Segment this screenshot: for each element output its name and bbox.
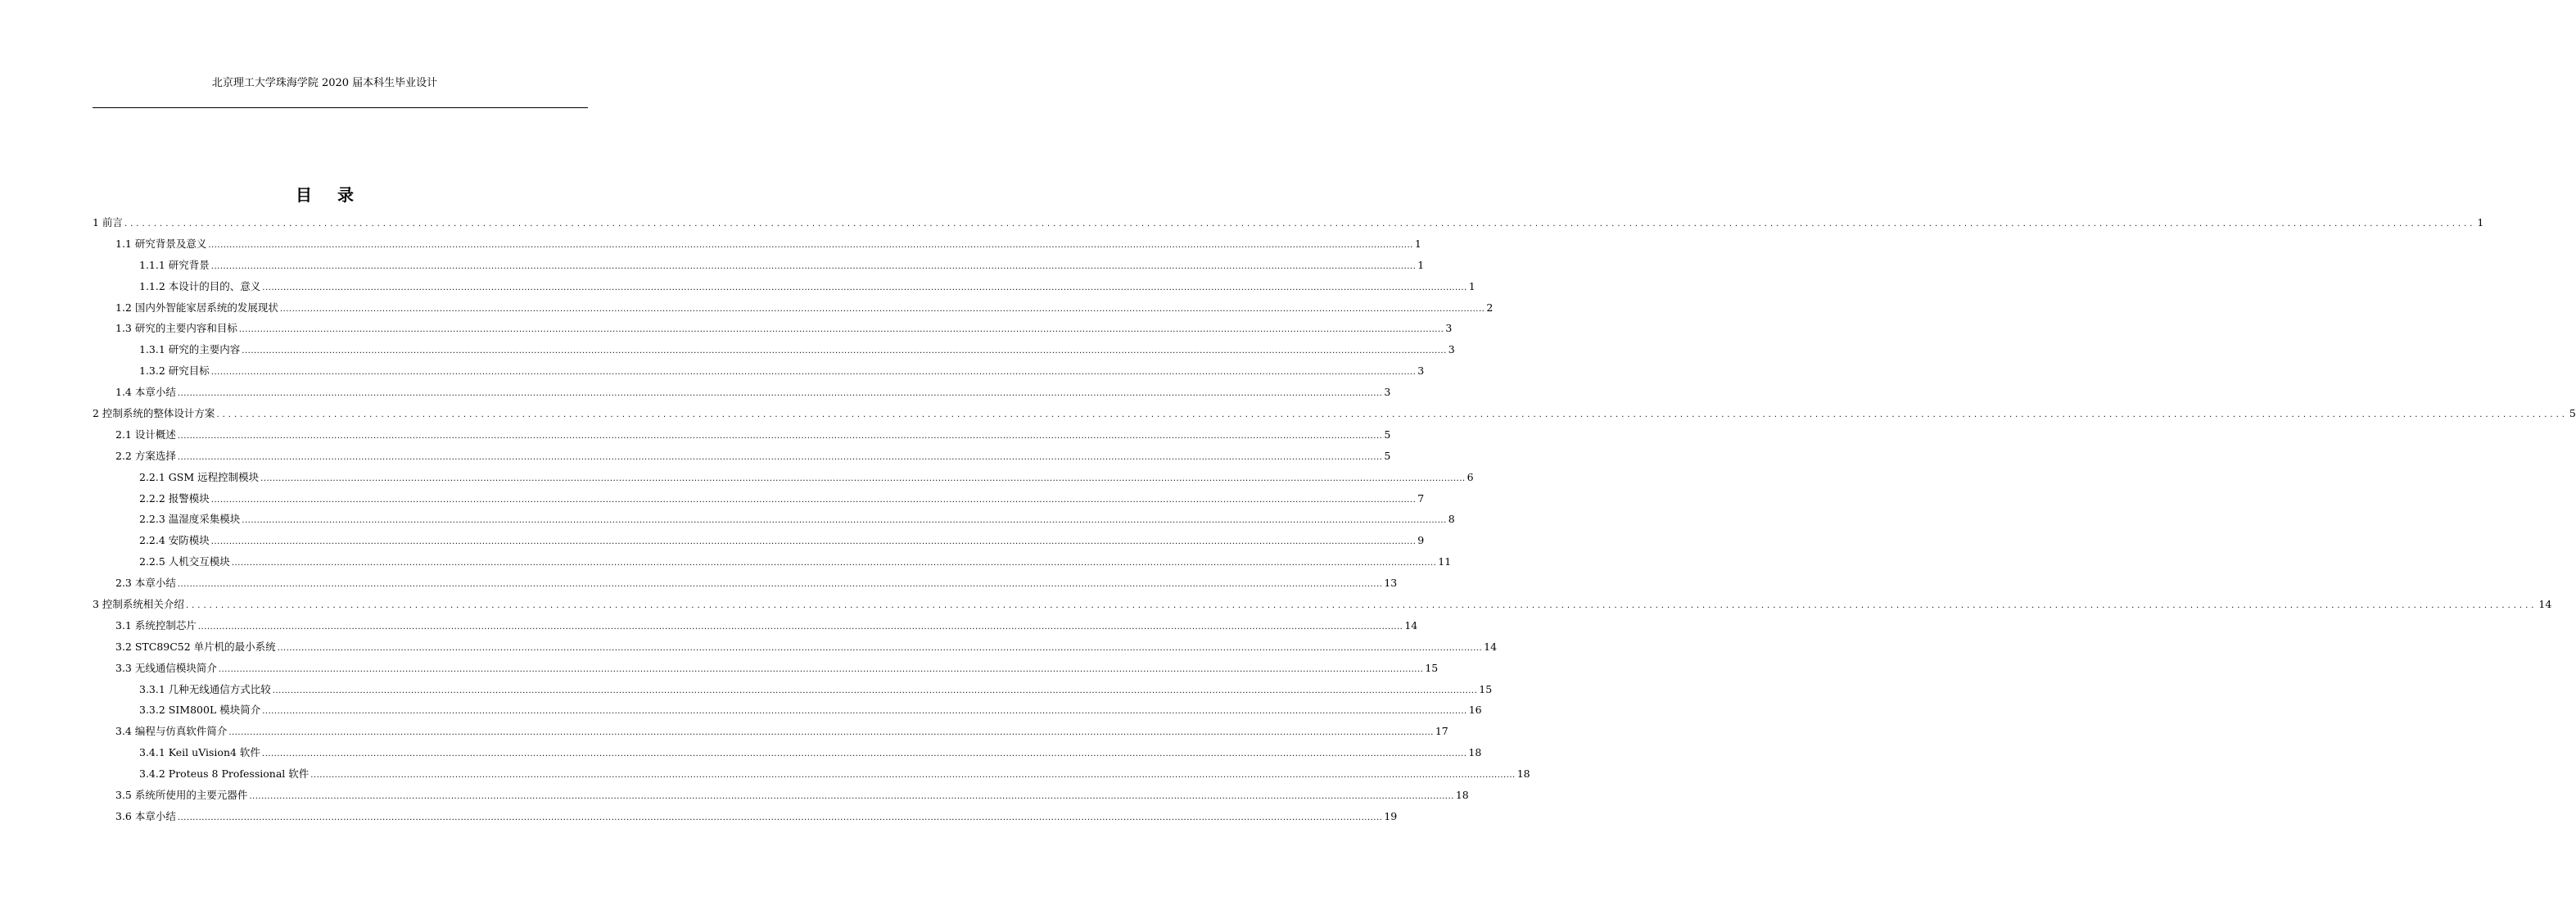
toc-leader-dots: ................................................................................................................................................................................................................................................................................................................................................................................................................ bbox=[124, 220, 2476, 229]
toc-entry-label: 3 控制系统相关介绍 bbox=[93, 598, 184, 611]
toc-entry[interactable] bbox=[93, 721, 1448, 742]
toc-entry-label: 2.2 方案选择 bbox=[115, 449, 176, 462]
header-rule bbox=[93, 107, 588, 108]
toc-leader-dots: ................................................................................................................................................................................................................................................................................................................................................................................................................ bbox=[177, 431, 1383, 441]
toc-entry-page: 3 bbox=[1448, 343, 1455, 356]
toc-entry-page: 9 bbox=[1417, 534, 1425, 547]
toc-entry-page: 13 bbox=[1384, 577, 1398, 590]
toc-entry-label: 1.1 研究背景及意义 bbox=[115, 237, 207, 250]
toc-entry-page: 3 bbox=[1417, 364, 1425, 378]
toc-entry-label: 1 前言 bbox=[93, 216, 123, 229]
toc-entry[interactable] bbox=[93, 530, 1425, 551]
toc-entry[interactable] bbox=[93, 318, 1453, 339]
toc-entry-page: 1 bbox=[1414, 237, 1421, 250]
toc-entry-page: 1 bbox=[2477, 216, 2484, 229]
toc-entry-label: 1.3 研究的主要内容和目标 bbox=[115, 322, 237, 335]
toc-entry[interactable] bbox=[93, 551, 1452, 573]
toc-entry-label: 3.4.2 Proteus 8 Professional 软件 bbox=[139, 767, 310, 781]
toc-leader-dots: ................................................................................................................................................................................................................................................................................................................................................................................................................ bbox=[277, 643, 1483, 653]
toc-entry-label: 2.2.1 GSM 远程控制模块 bbox=[139, 470, 260, 483]
toc-entry-page: 17 bbox=[1435, 725, 1448, 738]
toc-entry-label: 3.4 编程与仿真软件简介 bbox=[115, 725, 228, 738]
toc-entry[interactable] bbox=[93, 403, 2576, 424]
toc-entry-page: 15 bbox=[1425, 661, 1439, 674]
toc-entry-label: 3.4.1 Keil uVision4 软件 bbox=[139, 746, 260, 759]
toc-leader-dots: ................................................................................................................................................................................................................................................................................................................................................................................................................ bbox=[177, 389, 1383, 399]
toc-entry-page: 3 bbox=[1445, 322, 1453, 335]
toc-entry-label: 1.2 国内外智能家居系统的发展现状 bbox=[115, 301, 278, 314]
toc-title: 目 录 bbox=[296, 185, 364, 205]
toc-entry-page: 19 bbox=[1384, 809, 1398, 822]
toc-leader-dots: ................................................................................................................................................................................................................................................................................................................................................................................................................ bbox=[238, 325, 1444, 335]
toc-leader-dots: ................................................................................................................................................................................................................................................................................................................................................................................................................ bbox=[262, 283, 1467, 292]
toc-leader-dots: ................................................................................................................................................................................................................................................................................................................................................................................................................ bbox=[261, 749, 1467, 759]
toc-entry-page: 7 bbox=[1417, 491, 1425, 505]
toc-entry-label: 3.6 本章小结 bbox=[115, 809, 176, 822]
toc-leader-dots: ................................................................................................................................................................................................................................................................................................................................................................................................................ bbox=[272, 686, 1478, 695]
toc-leader-dots: ................................................................................................................................................................................................................................................................................................................................................................................................................ bbox=[242, 346, 1447, 356]
toc-entry[interactable] bbox=[93, 382, 1391, 403]
toc-entry[interactable] bbox=[93, 699, 1482, 721]
toc-entry[interactable] bbox=[93, 636, 1498, 658]
toc-entry-label: 1.4 本章小结 bbox=[115, 386, 176, 399]
table-of-contents bbox=[93, 212, 2576, 827]
toc-entry-page: 14 bbox=[2538, 598, 2552, 611]
toc-leader-dots: ................................................................................................................................................................................................................................................................................................................................................................................................................ bbox=[208, 240, 1413, 250]
toc-leader-dots: ................................................................................................................................................................................................................................................................................................................................................................................................................ bbox=[185, 601, 2538, 611]
toc-entry-page: 16 bbox=[1468, 704, 1482, 717]
toc-leader-dots: ................................................................................................................................................................................................................................................................................................................................................................................................................ bbox=[177, 813, 1383, 822]
toc-entry-label: 3.3.2 SIM800L 模块简介 bbox=[139, 704, 261, 717]
toc-leader-dots: ................................................................................................................................................................................................................................................................................................................................................................................................................ bbox=[228, 728, 1434, 738]
toc-leader-dots: ................................................................................................................................................................................................................................................................................................................................................................................................................ bbox=[262, 707, 1467, 717]
toc-entry-page: 6 bbox=[1467, 470, 1474, 483]
toc-entry-label: 1.3.1 研究的主要内容 bbox=[139, 343, 241, 356]
toc-entry-page: 18 bbox=[1516, 767, 1530, 781]
toc-entry[interactable] bbox=[93, 339, 1455, 360]
toc-entry-page: 3 bbox=[1384, 386, 1391, 399]
toc-leader-dots: ................................................................................................................................................................................................................................................................................................................................................................................................................ bbox=[242, 516, 1447, 526]
toc-entry[interactable] bbox=[93, 509, 1455, 530]
toc-leader-dots: ................................................................................................................................................................................................................................................................................................................................................................................................................ bbox=[260, 473, 1466, 483]
toc-entry-label: 3.3.1 几种无线通信方式比较 bbox=[139, 682, 271, 695]
toc-entry-label: 3.2 STC89C52 单片机的最小系统 bbox=[115, 640, 276, 653]
toc-leader-dots: ................................................................................................................................................................................................................................................................................................................................................................................................................ bbox=[210, 368, 1417, 378]
toc-entry-label: 2 控制系统的整体设计方案 bbox=[93, 407, 215, 420]
toc-entry[interactable] bbox=[93, 594, 2552, 615]
toc-entry[interactable] bbox=[93, 467, 1474, 488]
toc-leader-dots: ................................................................................................................................................................................................................................................................................................................................................................................................................ bbox=[177, 580, 1383, 590]
toc-entry-label: 3.5 系统所使用的主要元器件 bbox=[115, 789, 248, 802]
toc-leader-dots: ................................................................................................................................................................................................................................................................................................................................................................................................................ bbox=[310, 771, 1516, 781]
toc-leader-dots: ................................................................................................................................................................................................................................................................................................................................................................................................................ bbox=[231, 559, 1437, 568]
toc-entry-label: 1.1.2 本设计的目的、意义 bbox=[139, 279, 261, 292]
toc-entry-page: 8 bbox=[1448, 513, 1455, 526]
toc-entry-page: 14 bbox=[1484, 640, 1498, 653]
toc-leader-dots: ................................................................................................................................................................................................................................................................................................................................................................................................................ bbox=[279, 304, 1485, 314]
toc-entry-label: 1.3.2 研究目标 bbox=[139, 364, 210, 378]
toc-leader-dots: ................................................................................................................................................................................................................................................................................................................................................................................................................ bbox=[216, 410, 2568, 420]
toc-entry-page: 1 bbox=[1468, 279, 1476, 292]
toc-entry-page: 18 bbox=[1468, 746, 1482, 759]
toc-entry-label: 1.1.1 研究背景 bbox=[139, 258, 210, 271]
page-header: 北京理工大学珠海学院 2020 届本科生毕业设计 bbox=[211, 77, 438, 89]
toc-entry-label: 2.2.5 人机交互模块 bbox=[139, 555, 230, 568]
toc-entry[interactable] bbox=[93, 255, 1425, 276]
toc-leader-dots: ................................................................................................................................................................................................................................................................................................................................................................................................................ bbox=[177, 452, 1383, 462]
toc-entry[interactable] bbox=[93, 212, 2484, 233]
toc-leader-dots: ................................................................................................................................................................................................................................................................................................................................................................................................................ bbox=[210, 495, 1417, 505]
toc-entry-label: 2.2.3 温湿度采集模块 bbox=[139, 513, 241, 526]
toc-leader-dots: ................................................................................................................................................................................................................................................................................................................................................................................................................ bbox=[218, 664, 1424, 674]
toc-entry[interactable] bbox=[93, 573, 1398, 594]
toc-entry-label: 3.1 系统控制芯片 bbox=[115, 618, 197, 632]
toc-entry-label: 2.2.4 安防模块 bbox=[139, 534, 210, 547]
toc-entry[interactable] bbox=[93, 276, 1476, 297]
toc-entry[interactable] bbox=[93, 742, 1482, 763]
toc-entry-page: 2 bbox=[1486, 301, 1494, 314]
toc-entry[interactable] bbox=[93, 763, 1530, 785]
toc-entry[interactable] bbox=[93, 360, 1425, 382]
toc-entry-label: 2.1 设计概述 bbox=[115, 428, 176, 441]
toc-entry-label: 2.3 本章小结 bbox=[115, 577, 176, 590]
toc-entry[interactable] bbox=[93, 424, 1391, 446]
toc-entry-page: 14 bbox=[1404, 618, 1418, 632]
toc-entry[interactable] bbox=[93, 615, 1418, 636]
toc-entry-label: 2.2.2 报警模块 bbox=[139, 491, 210, 505]
toc-entry-page: 15 bbox=[1479, 682, 1493, 695]
toc-entry-label: 3.3 无线通信模块简介 bbox=[115, 661, 217, 674]
toc-entry[interactable] bbox=[93, 679, 1493, 700]
toc-entry[interactable] bbox=[93, 233, 1421, 255]
toc-entry-page: 5 bbox=[1384, 428, 1391, 441]
toc-leader-dots: ................................................................................................................................................................................................................................................................................................................................................................................................................ bbox=[197, 622, 1403, 632]
toc-entry-page: 18 bbox=[1455, 789, 1469, 802]
toc-entry-page: 5 bbox=[2569, 407, 2576, 420]
toc-entry-page: 5 bbox=[1384, 449, 1391, 462]
toc-leader-dots: ................................................................................................................................................................................................................................................................................................................................................................................................................ bbox=[210, 537, 1417, 547]
toc-leader-dots: ................................................................................................................................................................................................................................................................................................................................................................................................................ bbox=[210, 261, 1417, 271]
toc-entry[interactable] bbox=[93, 806, 1398, 827]
toc-entry-page: 1 bbox=[1417, 258, 1425, 271]
toc-entry[interactable] bbox=[93, 446, 1391, 467]
toc-entry[interactable] bbox=[93, 297, 1494, 319]
toc-entry[interactable] bbox=[93, 658, 1439, 679]
toc-entry[interactable] bbox=[93, 785, 1469, 806]
toc-leader-dots: ................................................................................................................................................................................................................................................................................................................................................................................................................ bbox=[249, 792, 1454, 802]
toc-entry-page: 11 bbox=[1438, 555, 1452, 568]
toc-entry[interactable] bbox=[93, 488, 1425, 509]
